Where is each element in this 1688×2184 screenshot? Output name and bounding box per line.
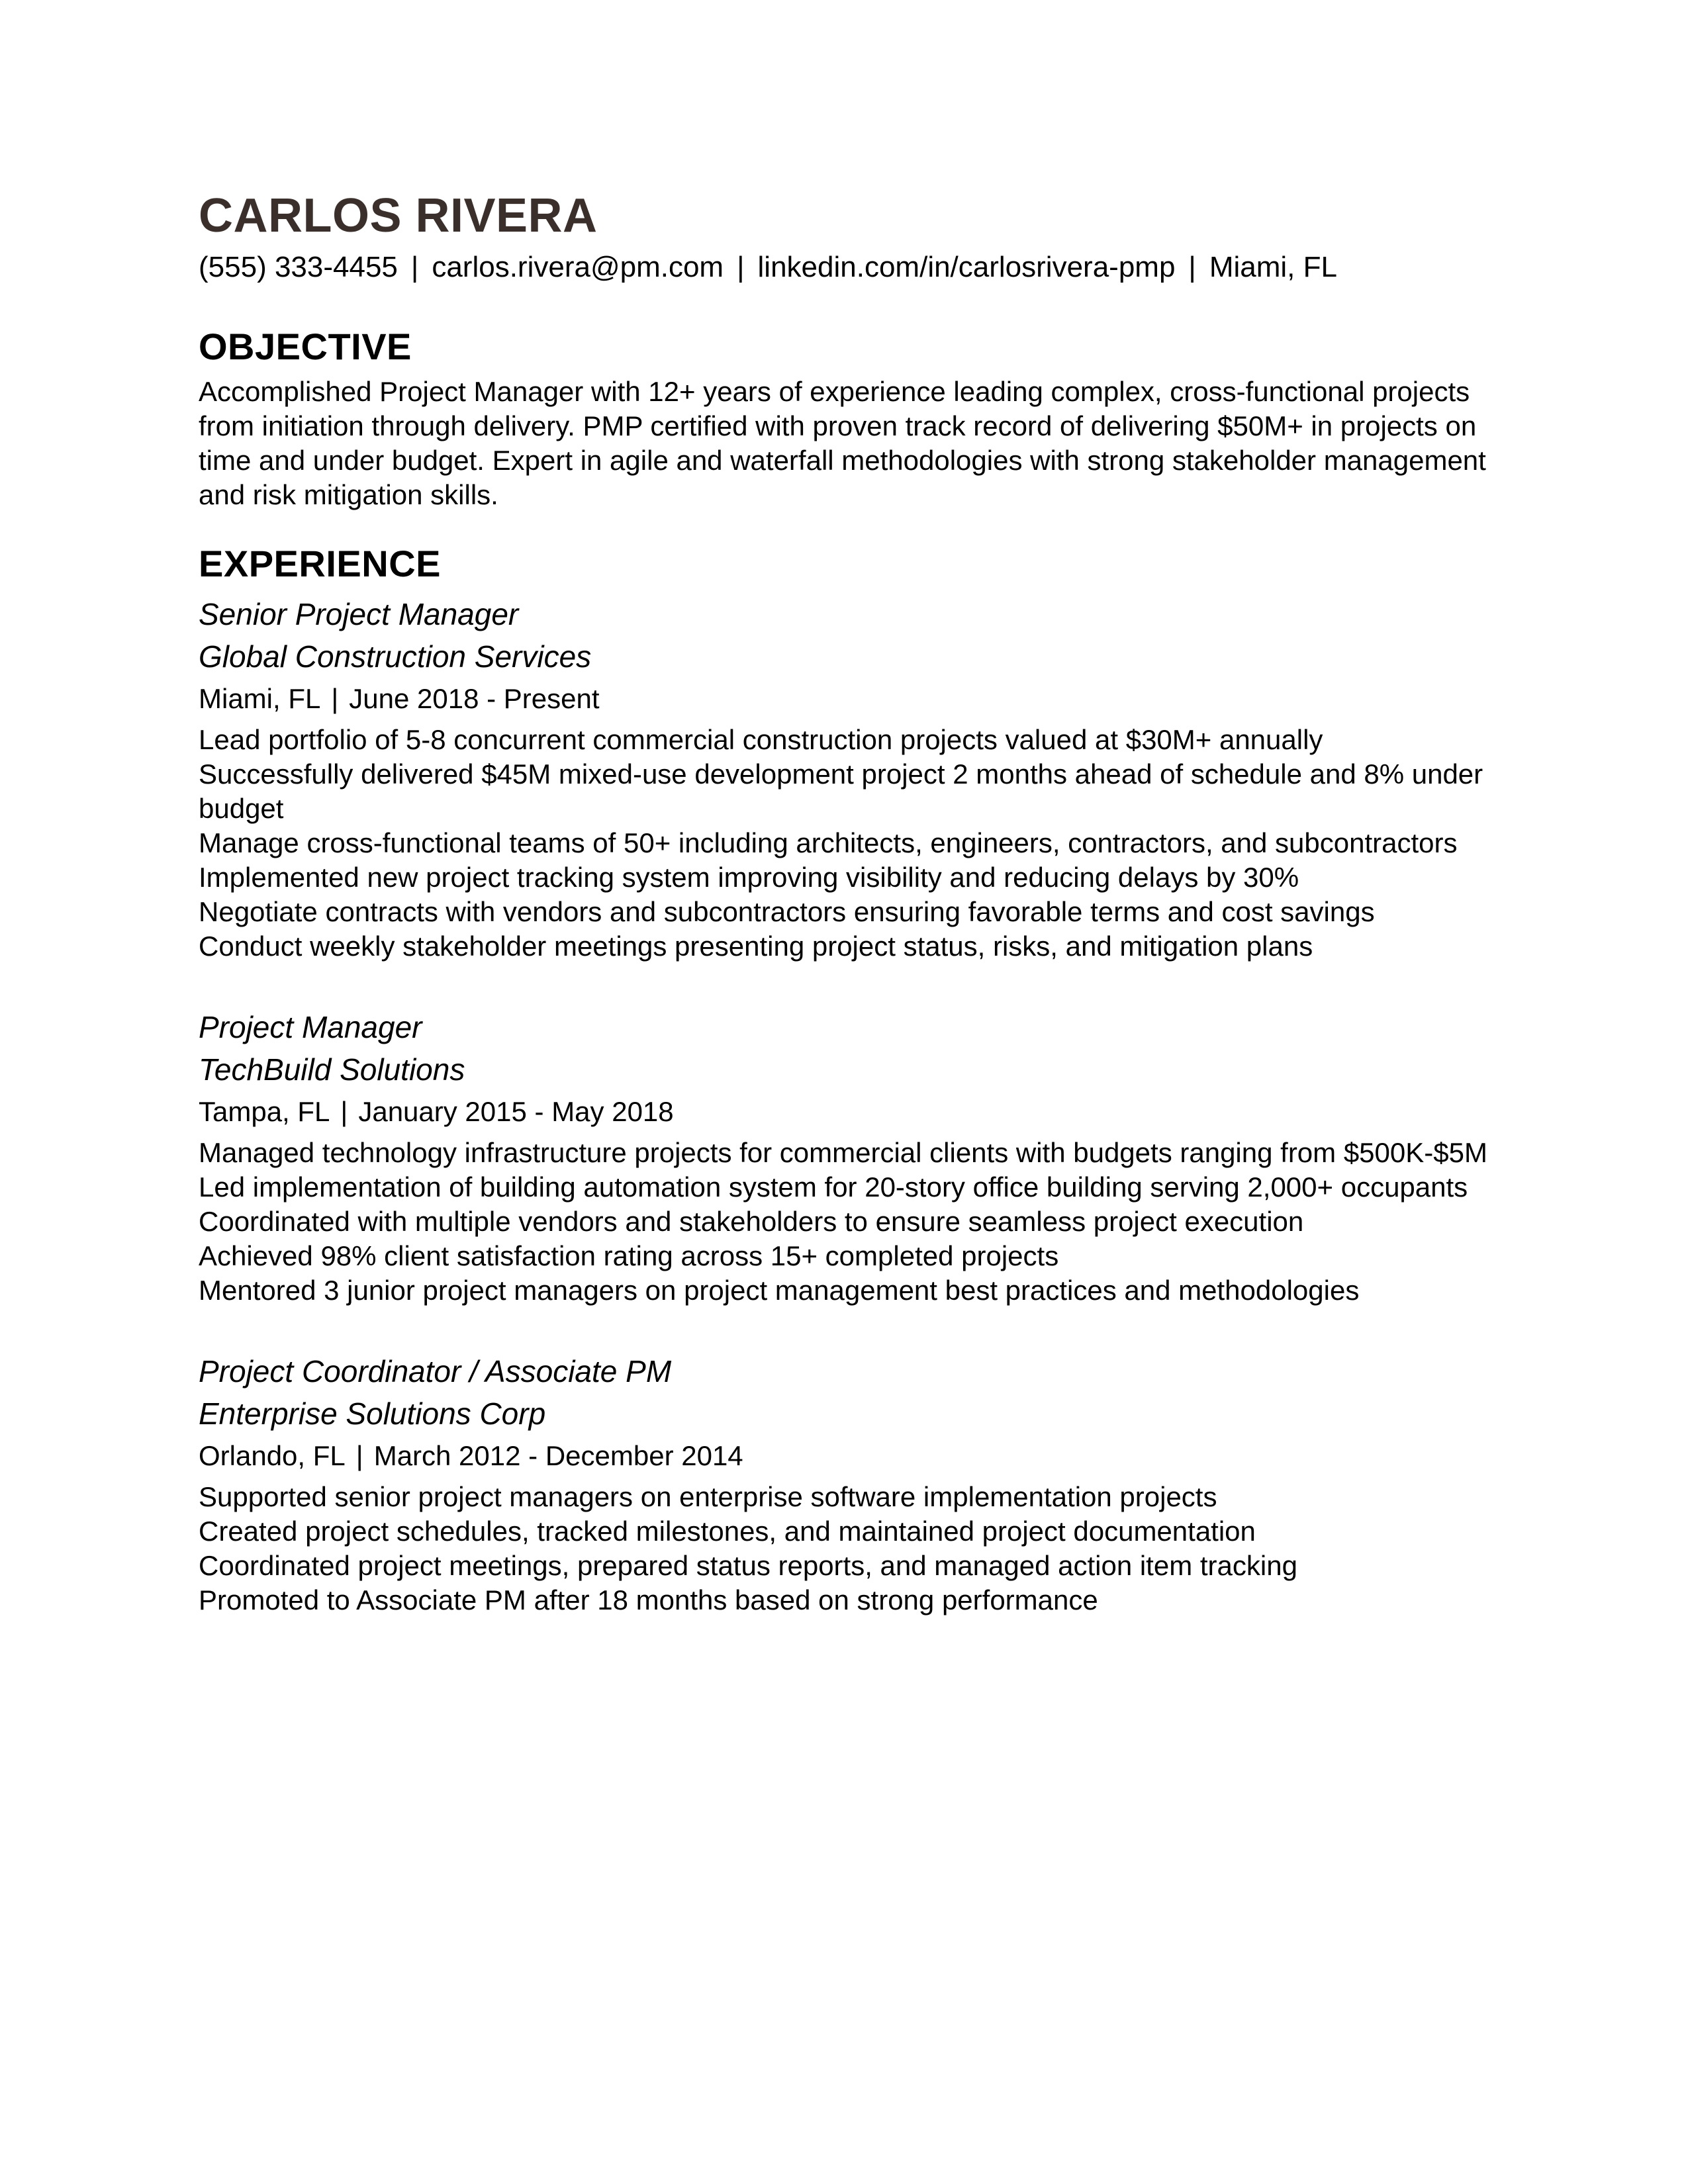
experience-heading: EXPERIENCE — [199, 543, 441, 584]
job-bullet: Coordinated with multiple vendors and stakeholders to ensure seamless project execution — [199, 1206, 1304, 1237]
job-dates: March 2012 - December 2014 — [373, 1440, 743, 1471]
job-location-dates — [199, 678, 1489, 720]
job-location-dates — [199, 1435, 1489, 1477]
phone-number: (555) 333-4455 — [199, 251, 398, 283]
job-bullets — [199, 723, 1489, 964]
job-title: Project Manager — [199, 1010, 422, 1044]
job-bullet: Coordinated project meetings, prepared status reports, and managed action item tracking — [199, 1550, 1297, 1581]
meta-separator: | — [340, 1096, 348, 1127]
job-bullet: Achieved 98% client satisfaction rating across 15+ completed projects — [199, 1240, 1059, 1271]
job-company: TechBuild Solutions — [199, 1052, 465, 1087]
contact-separator: | — [1188, 251, 1196, 283]
meta-separator: | — [355, 1440, 363, 1471]
job-dates: January 2015 - May 2018 — [358, 1096, 674, 1127]
job-bullet: Conduct weekly stakeholder meetings presenting project status, risks, and mitigation plans — [199, 931, 1313, 962]
job-bullet: Managed technology infrastructure projects for commercial clients with budgets ranging from $500K-$5M — [199, 1137, 1487, 1168]
experience-section — [199, 545, 1489, 1617]
objective-text: Accomplished Project Manager with 12+ years of experience leading complex, cross-functional projects from initiation through delivery. PMP certified with proven track record of delivering $50M+ in projects on time and under budget. Expert in agile and waterfall methodologies with strong stakeholder management and risk mitigation skills. — [199, 376, 1486, 510]
job-location: Orlando, FL — [199, 1440, 346, 1471]
contact-separator: | — [737, 251, 745, 283]
meta-separator: | — [331, 683, 339, 714]
linkedin-url: linkedin.com/in/carlosrivera-pmp — [757, 251, 1176, 283]
job-title: Senior Project Manager — [199, 597, 519, 631]
job-location-dates — [199, 1091, 1489, 1133]
job-dates: June 2018 - Present — [349, 683, 600, 714]
job-title: Project Coordinator / Associate PM — [199, 1354, 672, 1388]
job-bullet: Successfully delivered $45M mixed-use development project 2 months ahead of schedule and 8% under budget — [199, 758, 1483, 824]
job-bullets — [199, 1136, 1489, 1308]
job-bullet: Lead portfolio of 5-8 concurrent commercial construction projects valued at $30M+ annually — [199, 724, 1323, 755]
job-entry — [199, 593, 1489, 964]
job-bullet: Manage cross-functional teams of 50+ including architects, engineers, contractors, and subcontractors — [199, 827, 1458, 858]
job-bullet: Supported senior project managers on enterprise software implementation projects — [199, 1481, 1217, 1512]
contact-separator: | — [410, 251, 419, 283]
candidate-name: CARLOS RIVERA — [199, 189, 598, 242]
job-company: Enterprise Solutions Corp — [199, 1396, 546, 1431]
location: Miami, FL — [1209, 251, 1337, 283]
contact-line — [199, 249, 1489, 286]
job-bullet: Promoted to Associate PM after 18 months based on strong performance — [199, 1584, 1098, 1615]
job-bullet: Led implementation of building automation system for 20-story office building serving 2,000+ occupants — [199, 1171, 1468, 1203]
job-bullets — [199, 1480, 1489, 1617]
objective-section — [199, 328, 1489, 512]
job-bullet: Negotiate contracts with vendors and subcontractors ensuring favorable terms and cost savings — [199, 896, 1375, 927]
email-address: carlos.rivera@pm.com — [432, 251, 724, 283]
job-bullet: Mentored 3 junior project managers on project management best practices and methodologies — [199, 1275, 1360, 1306]
job-entry — [199, 1350, 1489, 1617]
job-location: Tampa, FL — [199, 1096, 330, 1127]
job-company: Global Construction Services — [199, 639, 592, 674]
job-bullet: Created project schedules, tracked milestones, and maintained project documentation — [199, 1516, 1256, 1547]
resume-page — [199, 189, 1489, 1617]
job-entry — [199, 1006, 1489, 1308]
job-bullet: Implemented new project tracking system improving visibility and reducing delays by 30% — [199, 862, 1299, 893]
objective-heading: OBJECTIVE — [199, 326, 412, 367]
job-location: Miami, FL — [199, 683, 321, 714]
